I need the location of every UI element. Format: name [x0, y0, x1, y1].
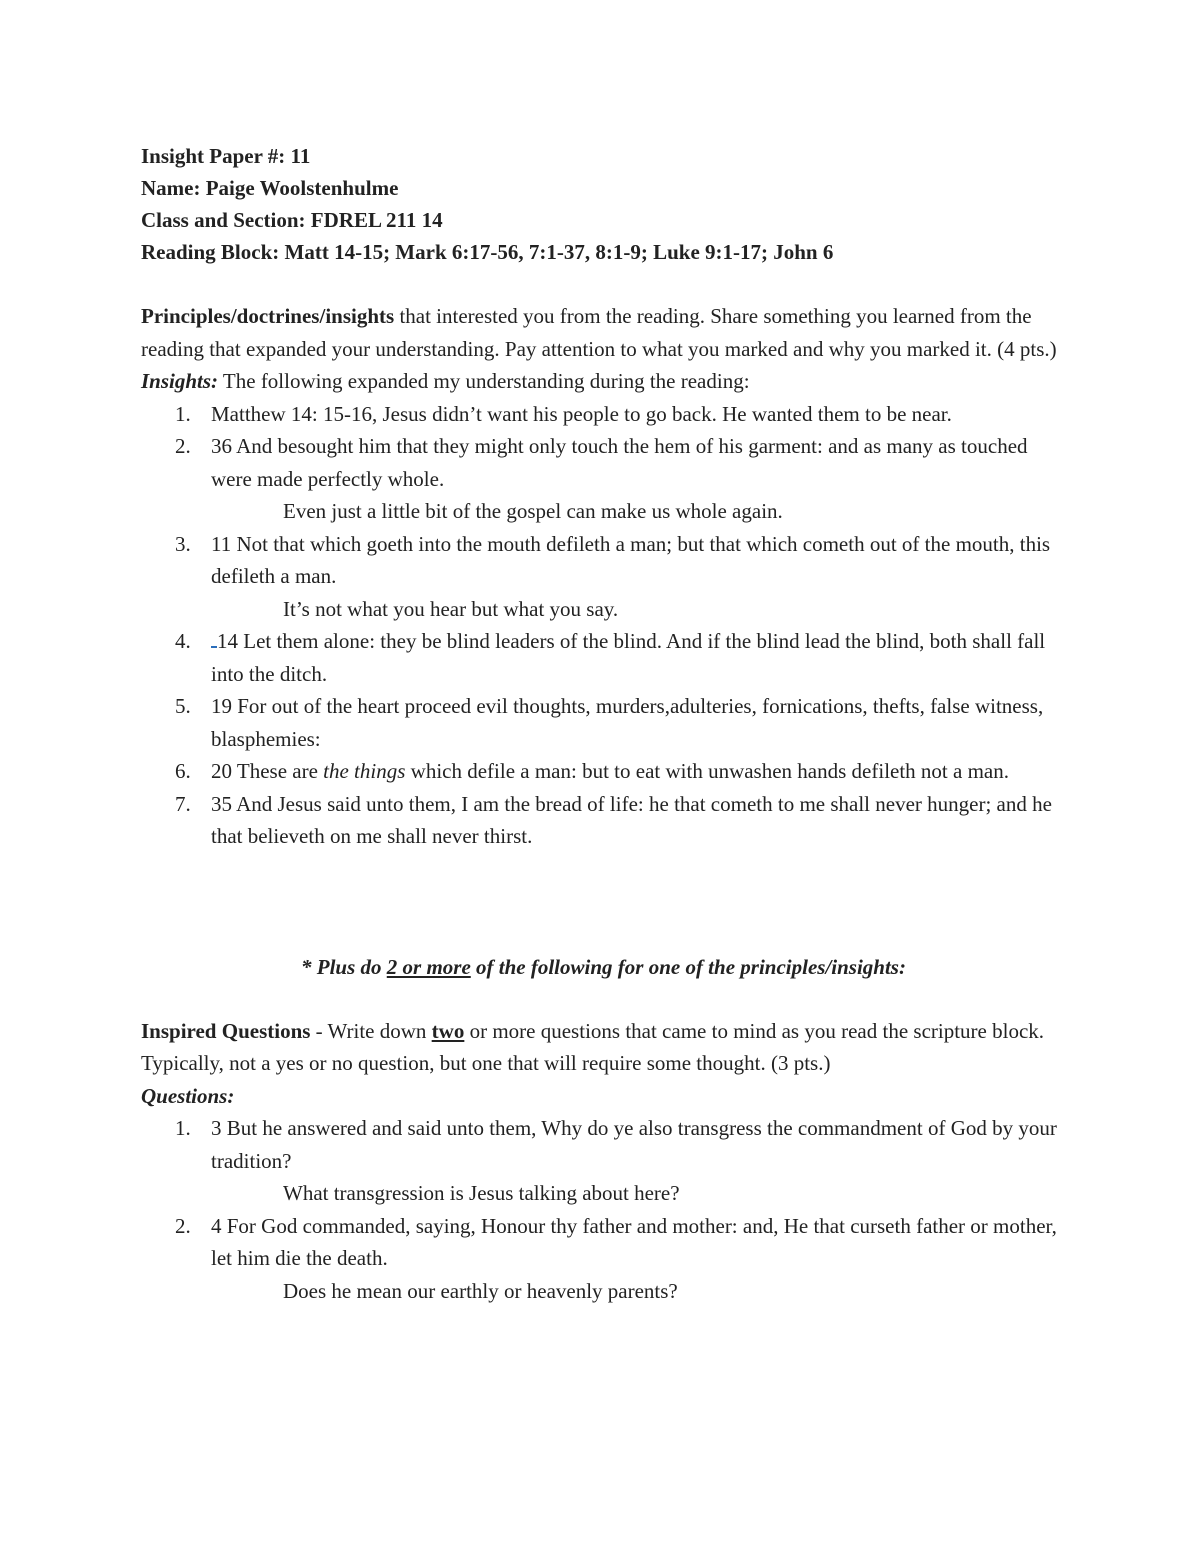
list-item-text: 35 And Jesus said unto them, I am the bread of life: he that cometh to me shall never hunger; and he that believeth on me shall never thirst.	[211, 791, 1052, 848]
list-item	[141, 398, 1066, 431]
reading-block-label: Reading Block:	[141, 240, 285, 264]
class-label: Class and Section:	[141, 208, 311, 232]
name-value: Paige Woolstenhulme	[205, 176, 399, 200]
questions-list	[141, 1112, 1066, 1177]
spacer	[141, 983, 1066, 1015]
list-item	[141, 625, 1066, 690]
plus-underlined: 2 or more	[386, 954, 471, 979]
list-item-text: 36 And besought him that they might only touch the hem of his garment: and as many as touched were made perfectly whole.	[211, 434, 1028, 491]
reading-block-line	[141, 236, 1066, 268]
insights-label: Insights:	[141, 369, 219, 393]
questions-list-cont	[141, 1210, 1066, 1275]
list-item-text-italic: the things	[323, 759, 406, 783]
name-line	[141, 172, 1066, 204]
list-number: 2.	[175, 434, 191, 458]
plus-before: * Plus do	[301, 954, 387, 979]
insight-note: It’s not what you hear but what you say.	[283, 596, 619, 621]
list-item-text: 11 Not that which goeth into the mouth defileth a man; but that which cometh out of the mouth, this defileth a man.	[211, 531, 1051, 588]
paper-number-label: Insight Paper #:	[141, 144, 291, 168]
principles-text: that interested you from the reading. Share something you learned from the reading that expanded your understanding. Pay attention to what you marked and why you marked it. (4 pts.)	[141, 304, 1057, 361]
list-item	[141, 788, 1066, 853]
list-number: 7.	[175, 791, 191, 816]
list-item	[141, 528, 1066, 593]
class-value: FDREL 211 14	[310, 208, 443, 232]
list-item-text: Matthew 14: 15-16, Jesus didn’t want his people to go back. He wanted them to be near.	[211, 401, 952, 426]
principles-instructions	[141, 300, 1066, 365]
class-line	[141, 204, 1066, 236]
plus-after: of the following for one of the principles/insights:	[470, 954, 906, 979]
document-page	[141, 140, 1066, 1307]
list-number: 1.	[175, 1116, 191, 1140]
list-item	[141, 430, 1066, 495]
insight-note: Even just a little bit of the gospel can make us whole again.	[283, 499, 783, 523]
list-item-text-before: 20 These are	[211, 759, 324, 783]
list-item	[141, 690, 1066, 755]
list-item-text: 4 For God commanded, saying, Honour thy father and mother: and, He that curseth father or mother, let him die the death.	[211, 1213, 1057, 1270]
questions-heading	[141, 1080, 1066, 1113]
list-number: 2.	[175, 1213, 191, 1238]
insights-list-cont	[141, 528, 1066, 593]
list-number: 1.	[175, 401, 191, 426]
list-item-text: 3 But he answered and said unto them, Why do ye also transgress the commandment of God by your tradition?	[211, 1116, 1057, 1173]
questions-label: Inspired Questions	[141, 1018, 311, 1043]
principles-label: Principles/doctrines/insights	[141, 304, 395, 328]
list-item-text: 14 Let them alone: they be blind leaders of the blind. And if the blind lead the blind, both shall fall into the ditch.	[211, 629, 1046, 686]
insights-heading	[141, 365, 1066, 398]
list-number: 6.	[175, 759, 191, 783]
list-number: 5.	[175, 694, 191, 718]
paper-number-value: 11	[290, 144, 311, 168]
question-note: Does he mean our earthly or heavenly parents?	[283, 1278, 678, 1303]
questions-instructions	[141, 1015, 1066, 1080]
insights-list	[141, 398, 1066, 496]
list-item	[141, 1210, 1066, 1275]
list-number: 3.	[175, 531, 191, 556]
paper-number-line	[141, 140, 1066, 172]
name-label: Name:	[141, 176, 206, 200]
question-note: What transgression is Jesus talking about here?	[283, 1181, 680, 1205]
questions-text-before: - Write down	[310, 1018, 432, 1043]
list-item	[141, 755, 1066, 788]
spacer	[141, 268, 1066, 300]
questions-text-after: or more questions that came to mind as you read the scripture block. Typically, not a yes or no question, but one that will require some thought. (3 pts.)	[141, 1018, 1045, 1075]
insights-text: The following expanded my understanding during the reading:	[218, 369, 750, 393]
insights-list-cont	[141, 625, 1066, 853]
questions-text-underlined: two	[431, 1018, 465, 1043]
list-number: 4.	[175, 629, 191, 653]
plus-instruction	[141, 951, 1066, 983]
questions-heading-label: Questions:	[141, 1083, 235, 1108]
list-item-text-after: which defile a man: but to eat with unwashen hands defileth not a man.	[405, 759, 1009, 783]
list-item-text: 19 For out of the heart proceed evil thoughts, murders,adulteries, fornications, thefts, false witness, blasphemies:	[211, 694, 1044, 751]
spacer	[141, 853, 1066, 951]
list-item	[141, 1112, 1066, 1177]
reading-block-value: Matt 14-15; Mark 6:17-56, 7:1-37, 8:1-9; Luke 9:1-17; John 6	[284, 240, 834, 264]
